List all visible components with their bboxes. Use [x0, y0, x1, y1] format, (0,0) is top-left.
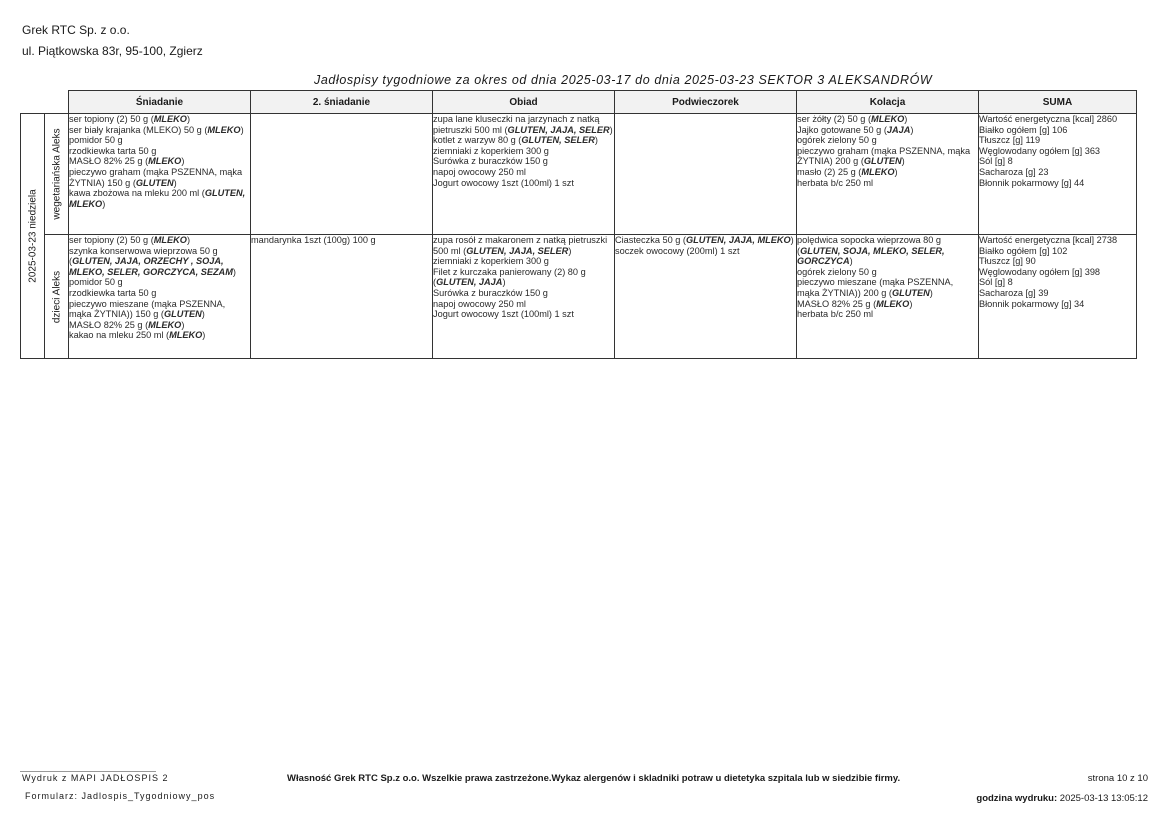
diet-cell — [45, 235, 69, 359]
header-row — [21, 91, 1137, 114]
menu-item-line: herbata b/c 250 ml — [797, 309, 874, 320]
col-header-obiad: Obiad — [433, 91, 615, 114]
menu-item-line: Sacharoza [g] 23 — [979, 166, 1049, 177]
menu-item-line: kotlet z warzyw 80 g (GLUTEN, SELER) — [433, 135, 598, 146]
col-header-podwieczorek: Podwieczorek — [615, 91, 797, 114]
menu-item-line: ogórek zielony 50 g — [797, 266, 877, 277]
meal-cell-podwieczorek — [615, 235, 797, 359]
menu-item-line: soczek owocowy (200ml) 1 szt — [615, 245, 740, 256]
ownership-notice: Własność Grek RTC Sp.z o.o. Wszelkie prawa zastrzeżone.Wykaz alergenów i skladniki potraw u dietetyka szpitala lub w siedzibie firmy. — [287, 773, 901, 784]
menu-item-line: Węglowodany ogółem [g] 398 — [979, 266, 1101, 277]
diet-cell — [45, 114, 69, 235]
meal-cell-drugie-sniadanie — [251, 114, 433, 235]
form-name: Formularz: Jadlospis_Tygodniowy_pos — [25, 791, 216, 801]
table-row — [21, 114, 1137, 235]
menu-item-line: Błonnik pokarmowy [g] 34 — [979, 298, 1085, 309]
menu-item-line: MASŁO 82% 25 g (MLEKO) — [797, 298, 913, 309]
diet-label: dzieci Aleks — [51, 270, 62, 323]
menu-item-line: Wartość energetyczna [kcal] 2738 — [979, 235, 1118, 245]
menu-item-line: pieczywo graham (mąka PSZENNA, mąka ŻYTNIA) 200 g (GLUTEN) — [797, 145, 971, 167]
menu-item-line: ser topiony (2) 50 g (MLEKO) — [69, 235, 191, 245]
table-row — [21, 235, 1137, 359]
menu-item-line: Surówka z buraczków 150 g — [433, 287, 548, 298]
menu-item-line: ser topiony (2) 50 g (MLEKO) — [69, 114, 191, 124]
day-label: 2025-03-23 niedziela — [27, 189, 38, 283]
menu-item-line: Węglowodany ogółem [g] 363 — [979, 145, 1101, 156]
printout-source: Wydruk z MAPI JADŁOSPIS 2 — [22, 773, 169, 783]
meal-cell-drugie-sniadanie — [251, 235, 433, 359]
meal-cell-sniadanie — [69, 114, 251, 235]
menu-item-line: Surówka z buraczków 150 g — [433, 156, 548, 167]
meal-cell-kolacja — [797, 114, 979, 235]
menu-item-line: pieczywo mieszane (mąka PSZENNA, mąka ŻYTNIA)) 150 g (GLUTEN) — [69, 298, 226, 320]
meal-cell-podwieczorek — [615, 114, 797, 235]
col-header-drugie-sniadanie: 2. śniadanie — [251, 91, 433, 114]
col-header-kolacja: Kolacja — [797, 91, 979, 114]
header-spacer — [45, 91, 69, 114]
menu-item-line: Tłuszcz [g] 119 — [979, 135, 1041, 146]
menu-item-line: MASŁO 82% 25 g (MLEKO) — [69, 156, 185, 167]
footer-divider — [20, 771, 156, 772]
menu-item-line: Sacharoza [g] 39 — [979, 287, 1049, 298]
meal-cell-sniadanie — [69, 235, 251, 359]
company-name: Grek RTC Sp. z o.o. — [22, 23, 130, 37]
page-number: strona 10 z 10 — [1087, 773, 1148, 784]
menu-item-line: pieczywo graham (mąka PSZENNA, mąka ŻYTNIA) 150 g (GLUTEN) — [69, 166, 243, 188]
print-timestamp — [976, 793, 1148, 804]
menu-item-line: rzodkiewka tarta 50 g — [69, 287, 157, 298]
menu-item-line: herbata b/c 250 ml — [797, 177, 874, 188]
menu-item-line: Filet z kurczaka panierowany (2) 80 g (GLUTEN, JAJA) — [433, 266, 586, 288]
day-cell — [21, 114, 45, 359]
menu-item-line: Błonnik pokarmowy [g] 44 — [979, 177, 1085, 188]
menu-item-line: ser biały krajanka (MLEKO) 50 g (MLEKO) — [69, 124, 244, 135]
menu-table — [20, 90, 1137, 359]
menu-item-line: szynka konserwowa wieprzowa 50 g (GLUTEN, JAJA, ORZECHY , SOJA, MLEKO, SELER, GORCZYCA, SEZAM) — [69, 245, 236, 277]
menu-item-line: Wartość energetyczna [kcal] 2860 — [979, 114, 1118, 124]
nutrition-summary-cell — [979, 235, 1137, 359]
menu-item-line: polędwica sopocka wieprzowa 80 g (GLUTEN, SOJA, MLEKO, SELER, GORCZYCA) — [797, 235, 945, 267]
col-header-sniadanie: Śniadanie — [69, 91, 251, 114]
meal-cell-kolacja — [797, 235, 979, 359]
menu-item-line: Białko ogółem [g] 102 — [979, 245, 1068, 256]
diet-label: wegetariańska Aleks — [51, 128, 62, 220]
menu-item-line: pomidor 50 g — [69, 135, 123, 146]
report-title: Jadłospisy tygodniowe za okres od dnia 2025-03-17 do dnia 2025-03-23 SEKTOR 3 ALEKSANDRÓW — [314, 73, 933, 87]
menu-item-line: Ciasteczka 50 g (GLUTEN, JAJA, MLEKO) — [615, 235, 794, 245]
menu-item-line: napoj owocowy 250 ml — [433, 298, 526, 309]
menu-item-line: Jogurt owocowy 1szt (100ml) 1 szt — [433, 309, 574, 320]
header-spacer — [21, 91, 45, 114]
menu-item-line: Jogurt owocowy 1szt (100ml) 1 szt — [433, 177, 574, 188]
menu-item-line: Białko ogółem [g] 106 — [979, 124, 1068, 135]
menu-item-line: napoj owocowy 250 ml — [433, 166, 526, 177]
meal-cell-obiad — [433, 114, 615, 235]
print-time-value: 2025-03-13 13:05:12 — [1059, 793, 1148, 804]
menu-item-line: zupa lane kluseczki na jarzynach z natką pietruszki 500 ml (GLUTEN, JAJA, SELER) — [433, 114, 613, 135]
menu-item-line: ziemniaki z koperkiem 300 g — [433, 256, 549, 267]
meal-cell-obiad — [433, 235, 615, 359]
menu-item-line: ziemniaki z koperkiem 300 g — [433, 145, 549, 156]
menu-item-line: rzodkiewka tarta 50 g — [69, 145, 157, 156]
menu-item-line: pieczywo mieszane (mąka PSZENNA, mąka ŻYTNIA)) 200 g (GLUTEN) — [797, 277, 954, 298]
menu-item-line: kawa zbożowa na mleku 200 ml (GLUTEN, MLEKO) — [69, 188, 246, 209]
menu-item-line: ogórek zielony 50 g — [797, 135, 877, 146]
col-header-suma: SUMA — [979, 91, 1137, 114]
menu-item-line: kakao na mleku 250 ml (MLEKO) — [69, 330, 206, 341]
menu-item-line: ser żółty (2) 50 g (MLEKO) — [797, 114, 908, 124]
menu-item-line: MASŁO 82% 25 g (MLEKO) — [69, 319, 185, 330]
menu-item-line: mandarynka 1szt (100g) 100 g — [251, 235, 376, 245]
company-address: ul. Piątkowska 83r, 95-100, Zgierz — [22, 44, 203, 58]
menu-item-line: pomidor 50 g — [69, 277, 123, 288]
menu-item-line: masło (2) 25 g (MLEKO) — [797, 166, 898, 177]
menu-item-line: Jajko gotowane 50 g (JAJA) — [797, 124, 914, 135]
menu-item-line: Sól [g] 8 — [979, 277, 1013, 288]
menu-item-line: zupa rosół z makaronem z natką pietruszki 500 ml (GLUTEN, JAJA, SELER) — [433, 235, 608, 256]
menu-item-line: Sól [g] 8 — [979, 156, 1013, 167]
nutrition-summary-cell — [979, 114, 1137, 235]
menu-item-line: Tłuszcz [g] 90 — [979, 256, 1036, 267]
print-time-label: godzina wydruku: — [976, 793, 1058, 804]
